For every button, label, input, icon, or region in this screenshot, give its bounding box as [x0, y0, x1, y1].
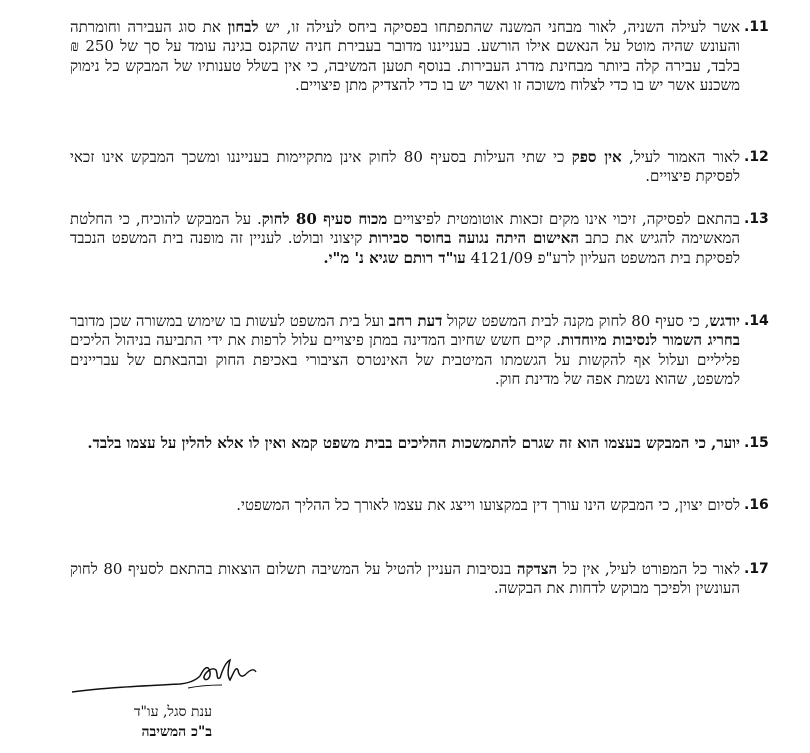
paragraph-text: [70, 18, 740, 94]
paragraph-text: [87, 434, 740, 452]
text-segment: אשר לעילה השניה, לאור מבחני המשנה שהתפתחו בפסיקה ביחס לעילה זו, יש: [258, 18, 740, 36]
paragraph-number: .11: [744, 19, 769, 35]
paragraph-number: .12: [744, 149, 769, 165]
text-segment-bold: דעת רחב: [388, 312, 443, 330]
text-segment: . על המבקש להוכיח, כי החלטת המאשימה להגיש את כתב: [70, 210, 740, 248]
paragraph-number: .17: [744, 561, 769, 577]
text-segment-bold: מכוח סעיף 80 לחוק: [261, 210, 388, 228]
paragraph-text: [70, 210, 740, 267]
paragraph-number: .15: [744, 435, 769, 451]
text-segment: לאור האמור לעיל,: [621, 148, 740, 166]
paragraph-text: [70, 312, 740, 388]
paragraph-number: .14: [744, 313, 769, 329]
paragraph-text: [70, 560, 740, 597]
text-segment: , כי סעיף 80 לחוק מקנה לבית המשפט שקול: [442, 312, 710, 330]
paragraph-text: [70, 148, 740, 185]
paragraph-17: [70, 560, 769, 599]
text-segment: כי שתי העילות בסעיף 80 לחוק אינן מתקיימות בענייננו ומשכך המבקש אינו זכאי לפסיקת פיצויים.: [70, 148, 740, 186]
signature-name: ענת סגל, עו"ד: [133, 704, 212, 720]
text-segment-bold: עו"ד רותם שגיא נ' מ"י.: [323, 248, 466, 267]
text-segment: בנסיבות העניין להטיל על המשיבה תשלום הוצאות בהתאם לסעיף 80 לחוק העונשין ולפיכך מבוקש לדחות את הבקשה.: [70, 560, 740, 598]
paragraph-16: [70, 496, 769, 515]
text-segment-bold: יוער, כי המבקש בעצמו הוא זה שגרם להתמשכות ההליכים בבית משפט קמא ואין לו אלא להלין על עצמו בלבד.: [87, 434, 740, 452]
text-segment-bold: בחריג השמור לנסיבות מיוחדות: [560, 331, 741, 350]
text-segment-bold: האישום היתה נגועה בחוסר סבירות: [368, 229, 579, 248]
text-segment: . קיים חשש שחיוב המדינה במתן פיצויים עלול לרפות את ידי התביעה בניהול הליכים פליליים ועלול אף להקשות על הגשמתו המיטבית של האינטרס הציבורי באכיפת החוק ובהבאתם של עבריינים למשפט, שהוא נשמת אפה של מדינת חוק.: [70, 331, 740, 389]
paragraph-14: [70, 312, 769, 390]
paragraph-13: [70, 210, 769, 268]
paragraph-12: [70, 148, 769, 187]
text-segment: לאור כל המפורט לעיל, אין כל: [557, 560, 741, 578]
text-segment-bold: הצדקה: [516, 560, 558, 578]
signature-role: ב"כ המשיבה: [141, 724, 212, 740]
text-segment: לסיום יצוין, כי המבקש הינו עורך דין במקצועו וייצג את עצמו לאורך כל ההליך המשפטי.: [236, 496, 740, 514]
paragraph-15: [70, 434, 769, 453]
signature-block: [70, 658, 260, 748]
text-segment-bold: אין ספק: [571, 148, 622, 166]
paragraph-11: [70, 18, 769, 96]
text-segment: ועל בית המשפט לעשות בו שימוש במשורה שכן מדובר: [70, 312, 389, 330]
text-segment: את סוג העבירה וחומרתה והעונש שהיה מוטל על הנאשם אילו הורשע. בענייננו מדובר בעבירת חניה שהקנס בגינה עומד על סך של 250 ₪ בלבד, עבירה קלה ביותר מבחינת מדרג העבירות. בנוסף תטען המשיבה, כי אין בשלל טענותיו של המבקש כל נימוק משכנע אשר יש בו כדי לצלוח משוכה זו ואשר יש בו כדי להצדיק מתן פיצויים.: [70, 18, 740, 95]
paragraph-number: .13: [744, 211, 769, 227]
text-segment-bold: לבחון: [227, 18, 259, 36]
text-segment: קיצוני ובולט. לעניין זה מופנה בית המשפט הנכבד לפסיקת בית המשפט העליון לרע"פ 4121/09: [70, 229, 740, 267]
text-segment: בהתאם לפסיקה, זיכוי אינו מקים זכאות אוטומטית לפיצויים: [387, 210, 741, 228]
paragraph-text: [236, 496, 740, 514]
paragraph-number: .16: [744, 497, 769, 513]
text-segment-bold: יודגש: [709, 312, 740, 330]
